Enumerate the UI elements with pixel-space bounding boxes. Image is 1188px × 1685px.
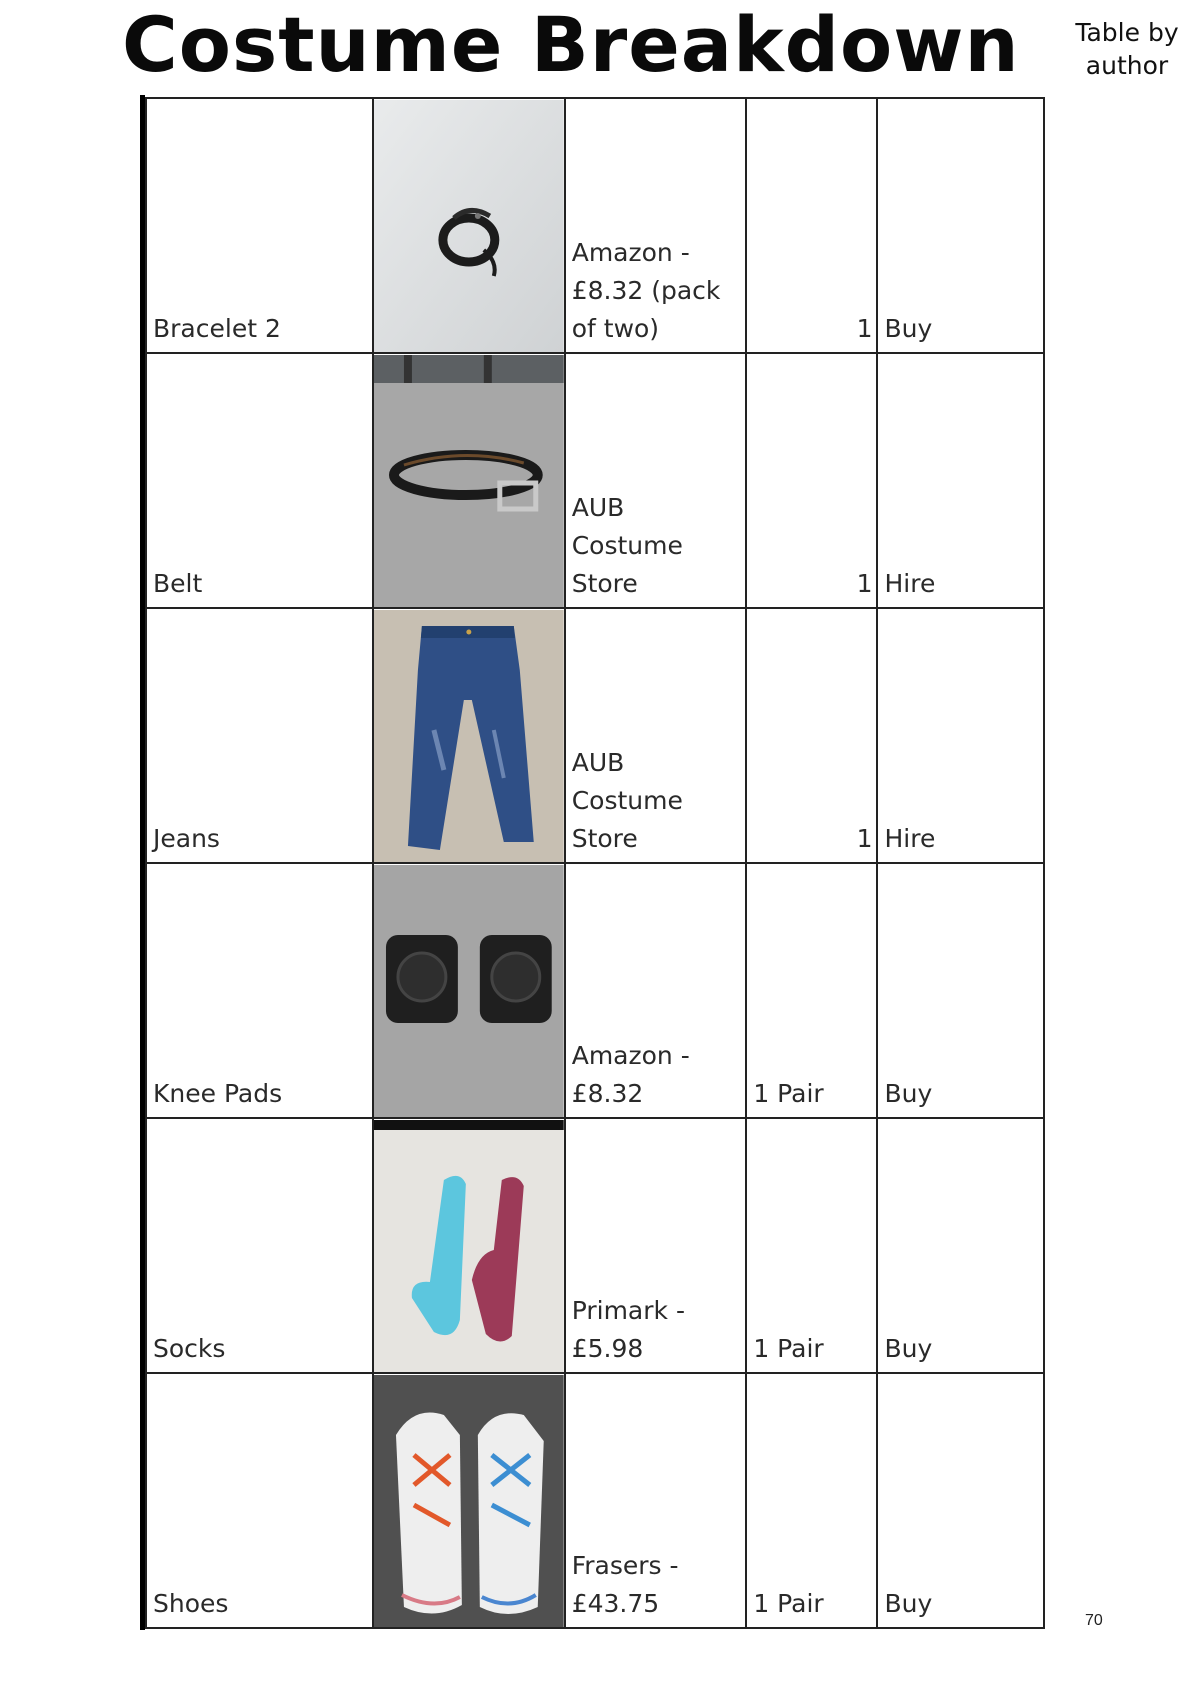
costume-table (145, 97, 1045, 1629)
item-quantity: 1 Pair (746, 1373, 877, 1628)
table-credit (1068, 16, 1186, 82)
table-row (146, 608, 1044, 863)
item-quantity: 1 (746, 608, 877, 863)
item-photo-cell (373, 863, 565, 1118)
item-source: AUB Costume Store (565, 353, 747, 608)
item-source: Primark - £5.98 (565, 1118, 747, 1373)
table-row (146, 98, 1044, 353)
credit-line-2: author (1085, 51, 1169, 80)
item-name: Jeans (146, 608, 373, 863)
table-row (146, 863, 1044, 1118)
item-quantity: 1 Pair (746, 1118, 877, 1373)
item-name: Shoes (146, 1373, 373, 1628)
item-name: Knee Pads (146, 863, 373, 1118)
item-quantity: 1 (746, 353, 877, 608)
item-acquire: Buy (877, 863, 1044, 1118)
item-name: Bracelet 2 (146, 98, 373, 353)
item-source: AUB Costume Store (565, 608, 747, 863)
item-photo-cell (373, 608, 565, 863)
credit-line-1: Table by (1075, 18, 1179, 47)
item-acquire: Hire (877, 608, 1044, 863)
page-number: 70 (1085, 1612, 1103, 1629)
table-row (146, 353, 1044, 608)
item-quantity: 1 (746, 98, 877, 353)
item-photo-cell (373, 98, 565, 353)
item-acquire: Buy (877, 1373, 1044, 1628)
item-acquire: Buy (877, 1118, 1044, 1373)
jeans-photo (374, 610, 564, 862)
item-acquire: Hire (877, 353, 1044, 608)
bracelet-photo (374, 100, 564, 352)
item-photo-cell (373, 1373, 565, 1628)
item-name: Belt (146, 353, 373, 608)
item-source: Amazon - £8.32 (565, 863, 747, 1118)
table-row (146, 1118, 1044, 1373)
item-acquire: Buy (877, 98, 1044, 353)
shoes-photo (374, 1375, 564, 1627)
item-photo-cell (373, 353, 565, 608)
item-photo-cell (373, 1118, 565, 1373)
page-title: Costume Breakdown (122, 0, 1020, 89)
socks-photo (374, 1120, 564, 1372)
belt-photo (374, 355, 564, 607)
item-name: Socks (146, 1118, 373, 1373)
item-source: Amazon - £8.32 (pack of two) (565, 98, 747, 353)
table-row (146, 1373, 1044, 1628)
item-quantity: 1 Pair (746, 863, 877, 1118)
item-source: Frasers - £43.75 (565, 1373, 747, 1628)
knee-pads-photo (374, 865, 564, 1117)
